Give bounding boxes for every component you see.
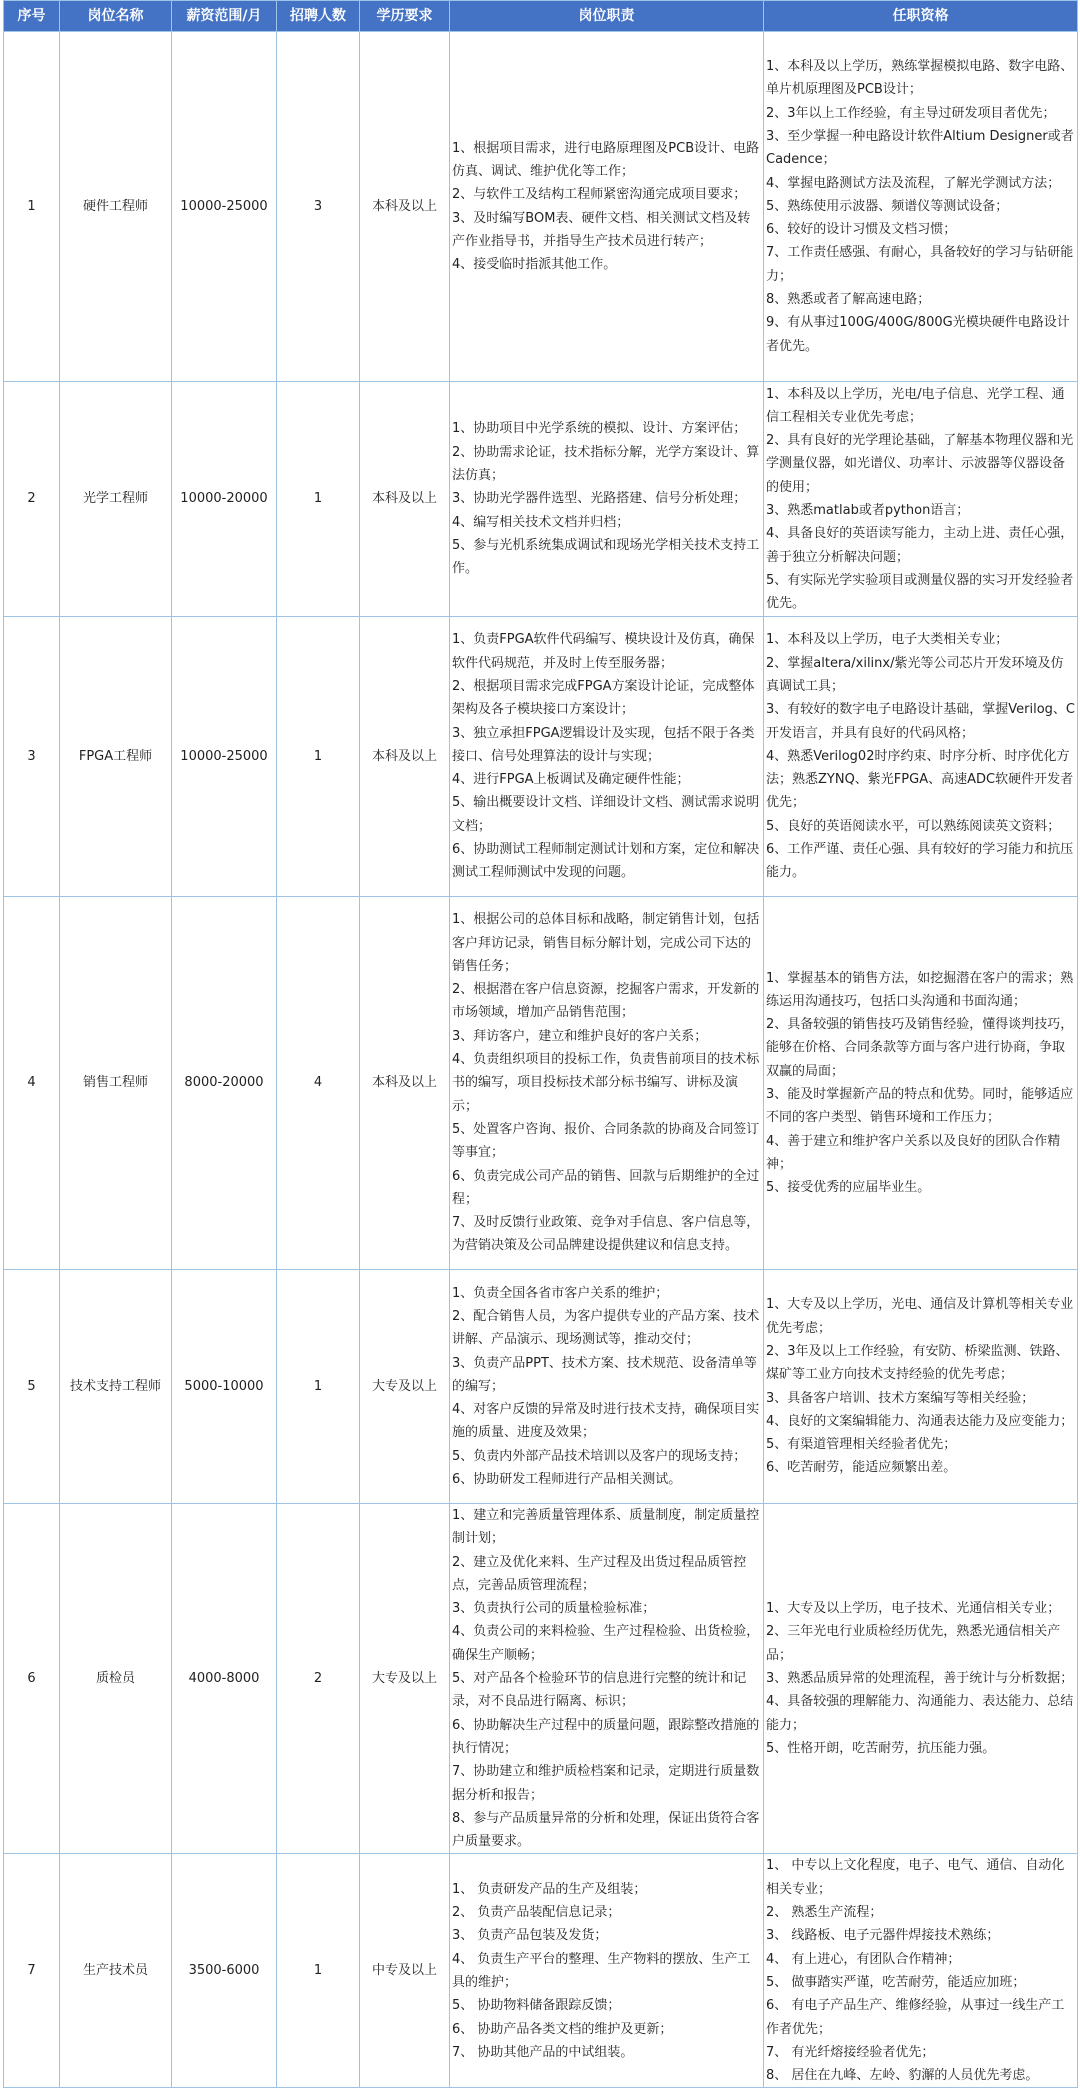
header-no: 序号	[4, 1, 60, 32]
row-count: 1	[277, 617, 360, 897]
row-salary: 5000-10000	[172, 1270, 277, 1504]
row-education: 大专及以上	[360, 1270, 450, 1504]
table-row	[4, 617, 1078, 897]
row-no: 5	[4, 1270, 60, 1504]
row-count: 1	[277, 1270, 360, 1504]
row-qualifications: 1、本科及以上学历，熟练掌握模拟电路、数字电路、单片机原理图及PCB设计； 2、3年以上工作经验，有主导过研发项目者优先； 3、至少掌握一种电路设计软件Altium Designer或者Cadence； 4、掌握电路测试方法及流程，了解光学测试方法； 5、熟练使用示波器、频谱仪等测试设备； 6、较好的设计习惯及文档习惯； 7、工作责任感强、有耐心，具备较好的学习与钻研能力； 8、熟悉或者了解高速电路； 9、有从事过100G/400G/800G光模块硬件电路设计者优先。	[764, 32, 1078, 382]
row-duties: 1、根据公司的总体目标和战略，制定销售计划，包括客户拜访记录，销售目标分解计划，完成公司下达的销售任务； 2、根据潜在客户信息资源，挖掘客户需求，开发新的市场领域，增加产品销售范围； 3、拜访客户，建立和维护良好的客户关系； 4、负责组织项目的投标工作，负责售前项目的技术标书的编写，项目投标技术部分标书编写、讲标及演示； 5、处置客户咨询、报价、合同条款的协商及合同签订等事宜； 6、负责完成公司产品的销售、回款与后期维护的全过程； 7、及时反馈行业政策、竞争对手信息、客户信息等，为营销决策及公司品牌建设提供建议和信息支持。	[450, 897, 764, 1270]
table-row	[4, 32, 1078, 382]
header-count: 招聘人数	[277, 1, 360, 32]
row-duties: 1、建立和完善质量管理体系、质量制度，制定质量控制计划； 2、建立及优化来料、生产过程及出货过程品质管控点，完善品质管理流程； 3、负责执行公司的质量检验标准； 4、负责公司的来料检验、生产过程检验、出货检验，确保生产顺畅； 5、对产品各个检验环节的信息进行完整的统计和记录，对不良品进行隔离、标识； 6、协助解决生产过程中的质量问题，跟踪整改措施的执行情况； 7、协助建立和维护质检档案和记录，定期进行质量数据分析和报告； 8、参与产品质量异常的分析和处理，保证出货符合客户质量要求。	[450, 1504, 764, 1854]
row-salary: 10000-25000	[172, 32, 277, 382]
table-row	[4, 1854, 1078, 2088]
row-count: 3	[277, 32, 360, 382]
row-qualifications: 1、本科及以上学历，光电/电子信息、光学工程、通信工程相关专业优先考虑； 2、具有良好的光学理论基础，了解基本物理仪器和光学测量仪器，如光谱仪、功率计、示波器等仪器设备的使用； 3、熟悉matlab或者python语言； 4、具备良好的英语读写能力，主动上进、责任心强，善于独立分析解决问题； 5、有实际光学实验项目或测量仪器的实习开发经验者优先。	[764, 382, 1078, 617]
row-count: 4	[277, 897, 360, 1270]
row-qualifications: 1、 中专以上文化程度，电子、电气、通信、自动化相关专业； 2、 熟悉生产流程； 3、 线路板、电子元器件焊接技术熟练； 4、 有上进心，有团队合作精神； 5、 做事踏实严谨，吃苦耐劳，能适应加班； 6、 有电子产品生产、维修经验，从事过一线生产工作者优先； 7、 有光纤熔接经验者优先； 8、 居住在九峰、左岭、豹澥的人员优先考虑。	[764, 1854, 1078, 2088]
header-salary: 薪资范围/月	[172, 1, 277, 32]
row-duties: 1、负责全国各省市客户关系的维护； 2、配合销售人员，为客户提供专业的产品方案、技术讲解、产品演示、现场测试等，推动交付； 3、负责产品PPT、技术方案、技术规范、设备清单等的编写； 4、对客户反馈的异常及时进行技术支持，确保项目实施的质量、进度及效果； 5、负责内外部产品技术培训以及客户的现场支持； 6、协助研发工程师进行产品相关测试。	[450, 1270, 764, 1504]
row-duties: 1、负责FPGA软件代码编写、模块设计及仿真，确保软件代码规范，并及时上传至服务器； 2、根据项目需求完成FPGA方案设计论证，完成整体架构及各子模块接口方案设计； 3、独立承担FPGA逻辑设计及实现，包括不限于各类接口、信号处理算法的设计与实现； 4、进行FPGA上板调试及确定硬件性能； 5、输出概要设计文档、详细设计文档、测试需求说明文档； 6、协助测试工程师制定测试计划和方案，定位和解决测试工程师测试中发现的问题。	[450, 617, 764, 897]
row-title: 销售工程师	[60, 897, 172, 1270]
row-education: 本科及以上	[360, 32, 450, 382]
row-education: 本科及以上	[360, 897, 450, 1270]
row-no: 1	[4, 32, 60, 382]
table-row	[4, 897, 1078, 1270]
row-duties: 1、 负责研发产品的生产及组装； 2、 负责产品装配信息记录； 3、 负责产品包装及发货； 4、 负责生产平台的整理、生产物料的摆放、生产工具的维护； 5、 协助物料储备跟踪反馈； 6、 协助产品各类文档的维护及更新； 7、 协助其他产品的中试组装。	[450, 1854, 764, 2088]
table-row	[4, 382, 1078, 617]
header-qualifications: 任职资格	[764, 1, 1078, 32]
row-qualifications: 1、掌握基本的销售方法，如挖掘潜在客户的需求；熟练运用沟通技巧，包括口头沟通和书面沟通； 2、具备较强的销售技巧及销售经验，懂得谈判技巧，能够在价格、合同条款等方面与客户进行协商，争取双赢的局面； 3、能及时掌握新产品的特点和优势。同时，能够适应不同的客户类型、销售环境和工作压力； 4、善于建立和维护客户关系以及良好的团队合作精神； 5、接受优秀的应届毕业生。	[764, 897, 1078, 1270]
row-duties: 1、根据项目需求，进行电路原理图及PCB设计、电路仿真、调试、维护优化等工作； 2、与软件工及结构工程师紧密沟通完成项目要求； 3、及时编写BOM表、硬件文档、相关测试文档及转产作业指导书，并指导生产技术员进行转产； 4、接受临时指派其他工作。	[450, 32, 764, 382]
row-title: 硬件工程师	[60, 32, 172, 382]
row-qualifications: 1、大专及以上学历，电子技术、光通信相关专业； 2、三年光电行业质检经历优先，熟悉光通信相关产品； 3、熟悉品质异常的处理流程，善于统计与分析数据； 4、具备较强的理解能力、沟通能力、表达能力、总结能力； 5、性格开朗，吃苦耐劳，抗压能力强。	[764, 1504, 1078, 1854]
row-salary: 4000-8000	[172, 1504, 277, 1854]
header-duties: 岗位职责	[450, 1, 764, 32]
row-title: FPGA工程师	[60, 617, 172, 897]
row-salary: 8000-20000	[172, 897, 277, 1270]
row-no: 7	[4, 1854, 60, 2088]
row-no: 4	[4, 897, 60, 1270]
row-qualifications: 1、本科及以上学历，电子大类相关专业； 2、掌握altera/xilinx/紫光等公司芯片开发环境及仿真调试工具； 3、有较好的数字电子电路设计基础，掌握Verilog、C开发语言，并具有良好的代码风格； 4、熟悉Verilog02时序约束、时序分析、时序优化方法；熟悉ZYNQ、紫光FPGA、高速ADC软硬件开发者优先； 5、良好的英语阅读水平，可以熟练阅读英文资料； 6、工作严谨、责任心强、具有较好的学习能力和抗压能力。	[764, 617, 1078, 897]
row-count: 1	[277, 1854, 360, 2088]
row-title: 质检员	[60, 1504, 172, 1854]
row-no: 2	[4, 382, 60, 617]
row-no: 3	[4, 617, 60, 897]
row-title: 生产技术员	[60, 1854, 172, 2088]
row-education: 本科及以上	[360, 617, 450, 897]
row-salary: 10000-25000	[172, 617, 277, 897]
header-title: 岗位名称	[60, 1, 172, 32]
row-education: 中专及以上	[360, 1854, 450, 2088]
header-education: 学历要求	[360, 1, 450, 32]
row-education: 大专及以上	[360, 1504, 450, 1854]
row-salary: 3500-6000	[172, 1854, 277, 2088]
row-education: 本科及以上	[360, 382, 450, 617]
row-title: 光学工程师	[60, 382, 172, 617]
header-row	[4, 1, 1078, 32]
row-qualifications: 1、大专及以上学历，光电、通信及计算机等相关专业优先考虑； 2、3年及以上工作经验，有安防、桥梁监测、铁路、煤矿等工业方向技术支持经验的优先考虑； 3、具备客户培训、技术方案编写等相关经验； 4、良好的文案编辑能力、沟通表达能力及应变能力； 5、有渠道管理相关经验者优先； 6、吃苦耐劳，能适应频繁出差。	[764, 1270, 1078, 1504]
row-no: 6	[4, 1504, 60, 1854]
row-title: 技术支持工程师	[60, 1270, 172, 1504]
row-duties: 1、协助项目中光学系统的模拟、设计、方案评估； 2、协助需求论证，技术指标分解，光学方案设计、算法仿真； 3、协助光学器件选型、光路搭建、信号分析处理； 4、编写相关技术文档并归档； 5、参与光机系统集成调试和现场光学相关技术支持工作。	[450, 382, 764, 617]
job-table	[3, 0, 1078, 2088]
table-row	[4, 1504, 1078, 1854]
table-row	[4, 1270, 1078, 1504]
row-count: 1	[277, 382, 360, 617]
row-salary: 10000-20000	[172, 382, 277, 617]
row-count: 2	[277, 1504, 360, 1854]
